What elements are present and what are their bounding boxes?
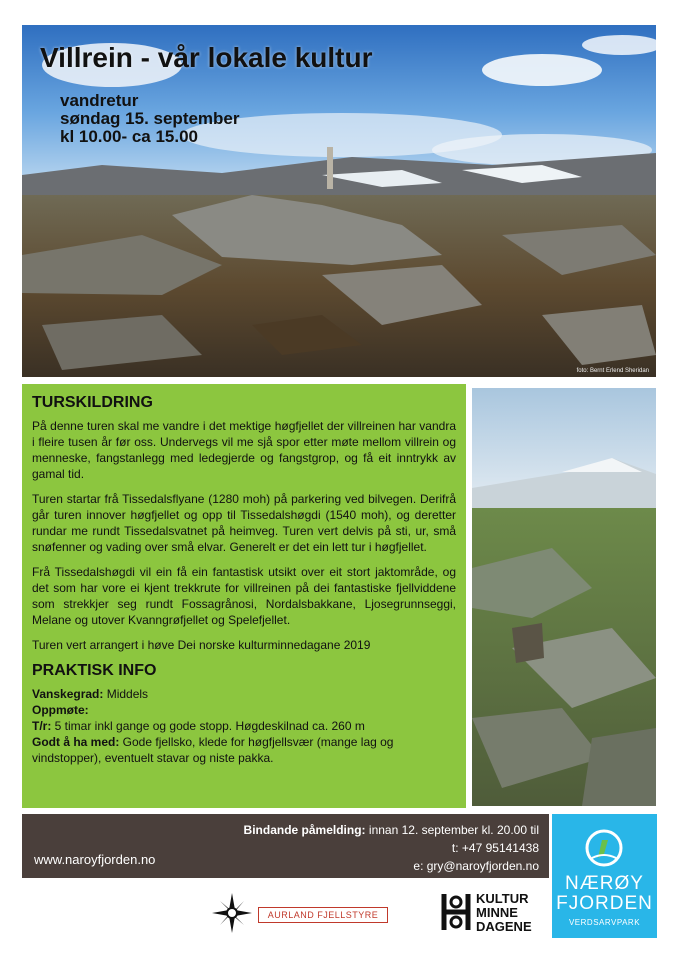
difficulty-value: Middels (103, 687, 149, 701)
compass-star-icon (212, 893, 252, 933)
meeting-label: Oppmøte: (32, 703, 89, 717)
info-panel (22, 384, 466, 808)
naroy-line2: FJORDEN (556, 893, 653, 914)
aurland-label: AURLAND FJELLSTYRE (258, 907, 388, 923)
naroy-logo-text (552, 874, 657, 914)
subtitle-type: vandretur (60, 91, 139, 110)
website-link[interactable]: www.naroyfjorden.no (34, 852, 156, 867)
difficulty-label: Vanskegrad: (32, 687, 104, 701)
description-paragraph: Turen vert arrangert i høve Dei norske kulturminnedagane 2019 (32, 638, 371, 652)
phone-number[interactable]: t: +47 95141438 (451, 841, 539, 855)
registration-label: Bindande påmelding: (243, 823, 366, 837)
fjord-logo-icon (584, 828, 624, 868)
description-heading: TURSKILDRING (32, 394, 153, 411)
kultur-line1: KULTUR (476, 891, 529, 906)
naroyfjorden-logo (552, 814, 657, 938)
hero-photo (22, 25, 656, 377)
subtitle-time: kl 10.00- ca 15.00 (60, 127, 199, 146)
photo-credit: foto: Bernt Erlend Sheridan (576, 368, 649, 374)
practical-heading: PRAKTISK INFO (32, 662, 157, 679)
duration-line (32, 718, 456, 734)
description-paragraph: Frå Tissedalshøgdi vil ein få ein fantastisk utsikt over eit stort jaktområde, og det som har vore ei kjent trekkrute for villreinen på dei fantastiske fjellviddene som strekkjer seg rundt Fossagrånosi, Nordalsbakkane, Ljosegrunnseggi, Melane og utover Kvanngrøfjellet og Spelefjellet. (32, 565, 456, 627)
description-paragraph: På denne turen skal me vandre i det mektige høgfjellet der villreinen har vandra i fleire tusen år før oss. Undervegs vil me sjå spor etter møte mellom villrein og menneske, fangstanlegg med ledegjerde og fangstgrop, og få eit inntrykk av gamal tid. (32, 419, 456, 481)
duration-label: T/r: (32, 719, 52, 733)
bring-value: Gode fjellsko, klede for høgfjellsvær (mange lag og vindstopper), eventuelt stavar og niste pakka. (32, 735, 394, 765)
meeting-line (32, 702, 456, 718)
naroy-subtitle: VERDSARVPARK (568, 918, 641, 927)
aurland-fjellstyre-logo (212, 893, 392, 933)
kultur-emblem-icon (440, 890, 472, 934)
description-paragraph: Turen startar frå Tissedalsflyane (1280 moh) på parkering ved bilvegen. Derifrå går turen innover høgfjellet og opp til Tissedalshøgdi (1540 moh), og deretter rundar me rundt Tissedalsvatnet på heimveg. Turen vert delvis på sti, ur, små snøfenner og vading over små elvar. Generelt er det ein lett tur i høgfjellet. (32, 492, 456, 554)
kulturminnedagene-logo (440, 890, 545, 936)
bring-label: Godt å ha med: (32, 735, 120, 749)
kultur-line2: MINNE (476, 905, 518, 920)
valley-image (472, 388, 656, 806)
registration-line (199, 821, 539, 839)
bring-line (32, 734, 456, 766)
email-address[interactable]: e: gry@naroyfjorden.no (413, 859, 539, 873)
kultur-text (476, 892, 532, 934)
footer-bar (22, 814, 549, 878)
kultur-line3: DAGENE (476, 919, 532, 934)
mountain-landscape-image (22, 25, 656, 377)
registration-deadline: innan 12. september kl. 20.00 til (365, 823, 539, 837)
difficulty-line (32, 686, 456, 702)
registration-info (199, 821, 539, 875)
subtitle-date: søndag 15. september (60, 109, 240, 128)
naroy-line1: NÆRØY (565, 873, 644, 894)
side-photo (472, 388, 656, 806)
duration-value: 5 timar inkl gange og gode stopp. Høgdeskilnad ca. 260 m (51, 719, 365, 733)
page-title: Villrein - vår lokale kultur (40, 42, 373, 73)
